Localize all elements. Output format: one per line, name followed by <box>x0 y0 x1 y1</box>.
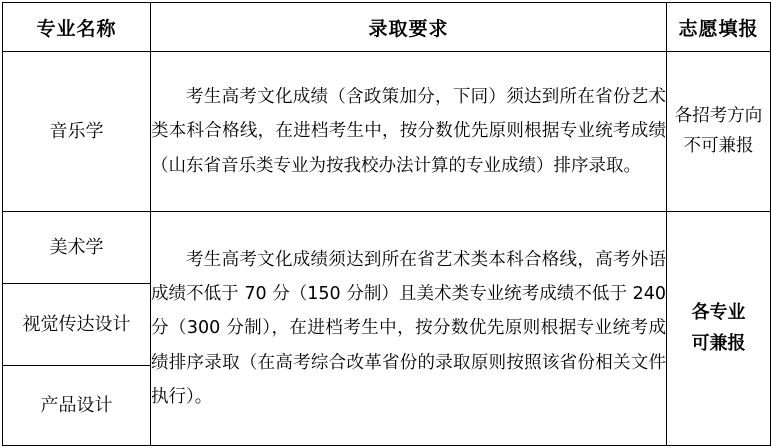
admission-requirements-document <box>0 2 772 448</box>
requirement-music-text: 考生高考文化成绩（含政策加分，下同）须达到所在省份艺术类本科合格线，在进档考生中，按分数优先原则根据专业统考成绩（山东省音乐类专业为按我校办法计算的专业成绩）排序录取。 <box>151 87 666 176</box>
admission-requirements-table <box>2 2 771 446</box>
column-header-major: 专业名称 <box>3 3 151 52</box>
table-row <box>3 52 771 212</box>
table-header-row <box>3 3 771 52</box>
column-header-requirement: 录取要求 <box>151 3 667 52</box>
requirement-art-group-text: 考生高考文化成绩须达到所在省艺术类本科合格线，高考外语成绩不低于 70 分（150 分制）且美术类专业统考成绩不低于 240 分（300 分制），在进档考生中，按分数优先原则根据专业统考成绩排序录取（在高考综合改革省份的录取原则按照该省份相关文件执行）。 <box>151 250 666 407</box>
major-name-music: 音乐学 <box>3 52 151 212</box>
table-row <box>3 212 771 284</box>
major-name-product-design: 产品设计 <box>3 366 151 446</box>
volunteer-art-group <box>667 212 771 446</box>
volunteer-art-line-2: 可兼报 <box>691 332 746 354</box>
column-header-volunteer: 志愿填报 <box>667 3 771 52</box>
requirement-music <box>151 52 667 212</box>
requirement-art-group <box>151 212 667 446</box>
volunteer-music-line-2: 不可兼报 <box>683 135 754 156</box>
volunteer-music-line-1: 各招考方向 <box>674 105 763 126</box>
volunteer-art-line-1: 各专业 <box>691 301 746 323</box>
major-name-visual-communication-design: 视觉传达设计 <box>3 284 151 366</box>
volunteer-music <box>667 52 771 212</box>
major-name-fine-arts: 美术学 <box>3 212 151 284</box>
